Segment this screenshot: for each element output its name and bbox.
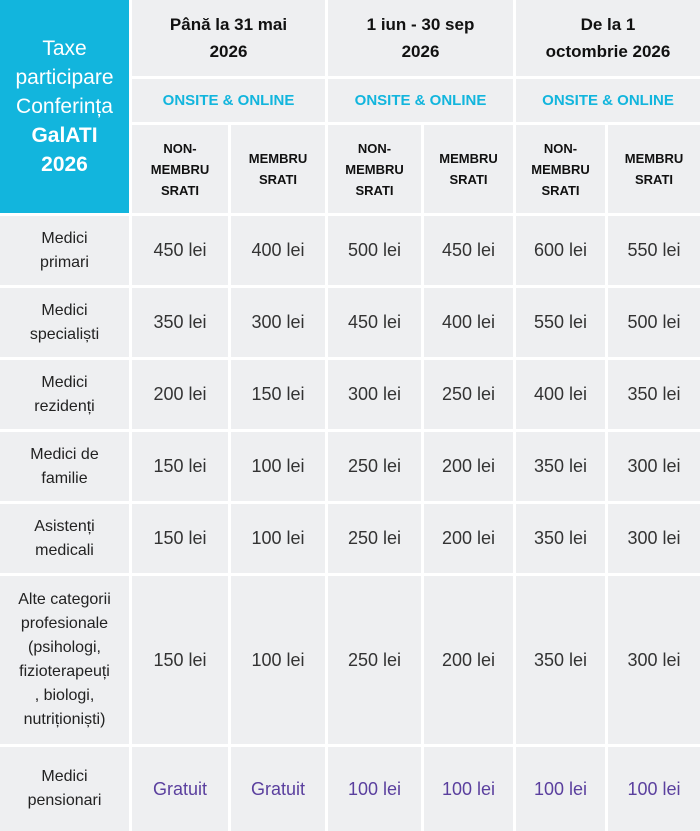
header-line: MEMBRU: [345, 161, 404, 177]
row-category: [0, 216, 129, 285]
price-cell: 350 lei: [608, 360, 700, 429]
price-cell: 550 lei: [608, 216, 700, 285]
period-line: 2026: [401, 42, 440, 61]
price-cell: 100 lei: [608, 747, 700, 831]
category-line: nutriționiști): [23, 711, 106, 728]
header-line: MEMBRU: [150, 161, 210, 177]
price-cell: 450 lei: [328, 288, 421, 357]
non-member-header: [132, 125, 228, 213]
category-line: medicali: [35, 541, 94, 559]
row-category: [0, 576, 129, 744]
price-cell: 150 lei: [132, 576, 228, 744]
member-header: [231, 125, 325, 213]
category-line: fizioterapeuți: [19, 663, 110, 680]
price-cell: 350 lei: [516, 432, 605, 501]
header-line: MEMBRU: [248, 151, 308, 166]
row-category: [0, 360, 129, 429]
category-line: pensionari: [27, 792, 102, 809]
price-cell: 300 lei: [608, 432, 700, 501]
price-cell: 100 lei: [424, 747, 513, 831]
header-line: SRATI: [541, 182, 580, 198]
category-line: Medici: [41, 768, 88, 785]
price-cell: 400 lei: [516, 360, 605, 429]
event-name: GalATI: [31, 124, 98, 147]
price-cell: 100 lei: [231, 576, 325, 744]
category-line: rezidenți: [34, 397, 95, 415]
header-line: NON-: [543, 140, 578, 156]
price-cell: 250 lei: [328, 576, 421, 744]
category-line: profesionale: [20, 615, 109, 632]
price-cell: 400 lei: [231, 216, 325, 285]
price-cell: 450 lei: [132, 216, 228, 285]
price-cell: 600 lei: [516, 216, 605, 285]
period-header: [516, 0, 700, 76]
mode-label: ONSITE & ONLINE: [328, 79, 513, 122]
event-year: 2026: [41, 153, 88, 176]
category-line: familie: [41, 469, 88, 487]
price-cell: 250 lei: [424, 360, 513, 429]
category-line: Medici: [41, 301, 88, 319]
price-cell: 200 lei: [424, 432, 513, 501]
non-member-header: [516, 125, 605, 213]
price-cell: 250 lei: [328, 432, 421, 501]
price-cell: 100 lei: [516, 747, 605, 831]
period-header: [132, 0, 325, 76]
price-cell: 500 lei: [328, 216, 421, 285]
price-cell: 250 lei: [328, 504, 421, 573]
mode-label: ONSITE & ONLINE: [132, 79, 325, 122]
header-line: SRATI: [160, 182, 200, 198]
row-category: [0, 288, 129, 357]
price-cell: 150 lei: [132, 504, 228, 573]
price-cell: 550 lei: [516, 288, 605, 357]
period-line: Până la 31 mai: [169, 15, 288, 34]
category-line: Medici de: [30, 445, 99, 463]
category-line: , biologi,: [34, 687, 95, 704]
price-cell: Gratuit: [231, 747, 325, 831]
category-line: specialiști: [29, 325, 100, 343]
price-cell: 300 lei: [328, 360, 421, 429]
price-cell: 300 lei: [608, 504, 700, 573]
price-cell: 400 lei: [424, 288, 513, 357]
mode-label: ONSITE & ONLINE: [516, 79, 700, 122]
corner-line: Conferința: [16, 95, 113, 118]
row-category: [0, 432, 129, 501]
member-header: [608, 125, 700, 213]
header-line: SRATI: [449, 172, 488, 187]
category-line: Asistenți: [34, 517, 95, 535]
price-cell: 200 lei: [424, 576, 513, 744]
member-header: [424, 125, 513, 213]
category-line: Medici: [41, 373, 88, 391]
period-line: 2026: [209, 42, 248, 61]
corner-line: participare: [15, 66, 114, 89]
period-line: 1 iun - 30 sep: [366, 15, 475, 34]
category-line: (psihologi,: [28, 639, 101, 656]
header-line: NON-: [357, 140, 392, 156]
price-cell: 200 lei: [424, 504, 513, 573]
corner-line: Taxe: [42, 37, 87, 60]
category-line: Medici: [41, 229, 88, 247]
price-cell: 500 lei: [608, 288, 700, 357]
table-corner-title: [0, 0, 129, 213]
header-line: MEMBRU: [439, 151, 498, 166]
price-cell: 100 lei: [328, 747, 421, 831]
price-cell: 450 lei: [424, 216, 513, 285]
period-header: [328, 0, 513, 76]
price-cell: Gratuit: [132, 747, 228, 831]
price-cell: 350 lei: [516, 576, 605, 744]
header-line: SRATI: [258, 172, 298, 187]
non-member-header: [328, 125, 421, 213]
price-cell: 100 lei: [231, 432, 325, 501]
row-category: [0, 504, 129, 573]
period-line: octombrie 2026: [545, 42, 671, 61]
price-cell: 350 lei: [132, 288, 228, 357]
category-line: primari: [40, 253, 89, 271]
header-line: MEMBRU: [624, 151, 684, 166]
header-line: SRATI: [355, 182, 394, 198]
header-line: SRATI: [634, 172, 674, 187]
period-line: De la 1: [580, 15, 636, 34]
price-cell: 200 lei: [132, 360, 228, 429]
price-cell: 150 lei: [132, 432, 228, 501]
row-category: [0, 747, 129, 831]
price-cell: 300 lei: [231, 288, 325, 357]
header-line: MEMBRU: [531, 161, 590, 177]
price-cell: 300 lei: [608, 576, 700, 744]
category-line: Alte categorii: [18, 591, 111, 608]
price-cell: 150 lei: [231, 360, 325, 429]
header-line: NON-: [163, 140, 197, 156]
price-cell: 350 lei: [516, 504, 605, 573]
price-cell: 100 lei: [231, 504, 325, 573]
